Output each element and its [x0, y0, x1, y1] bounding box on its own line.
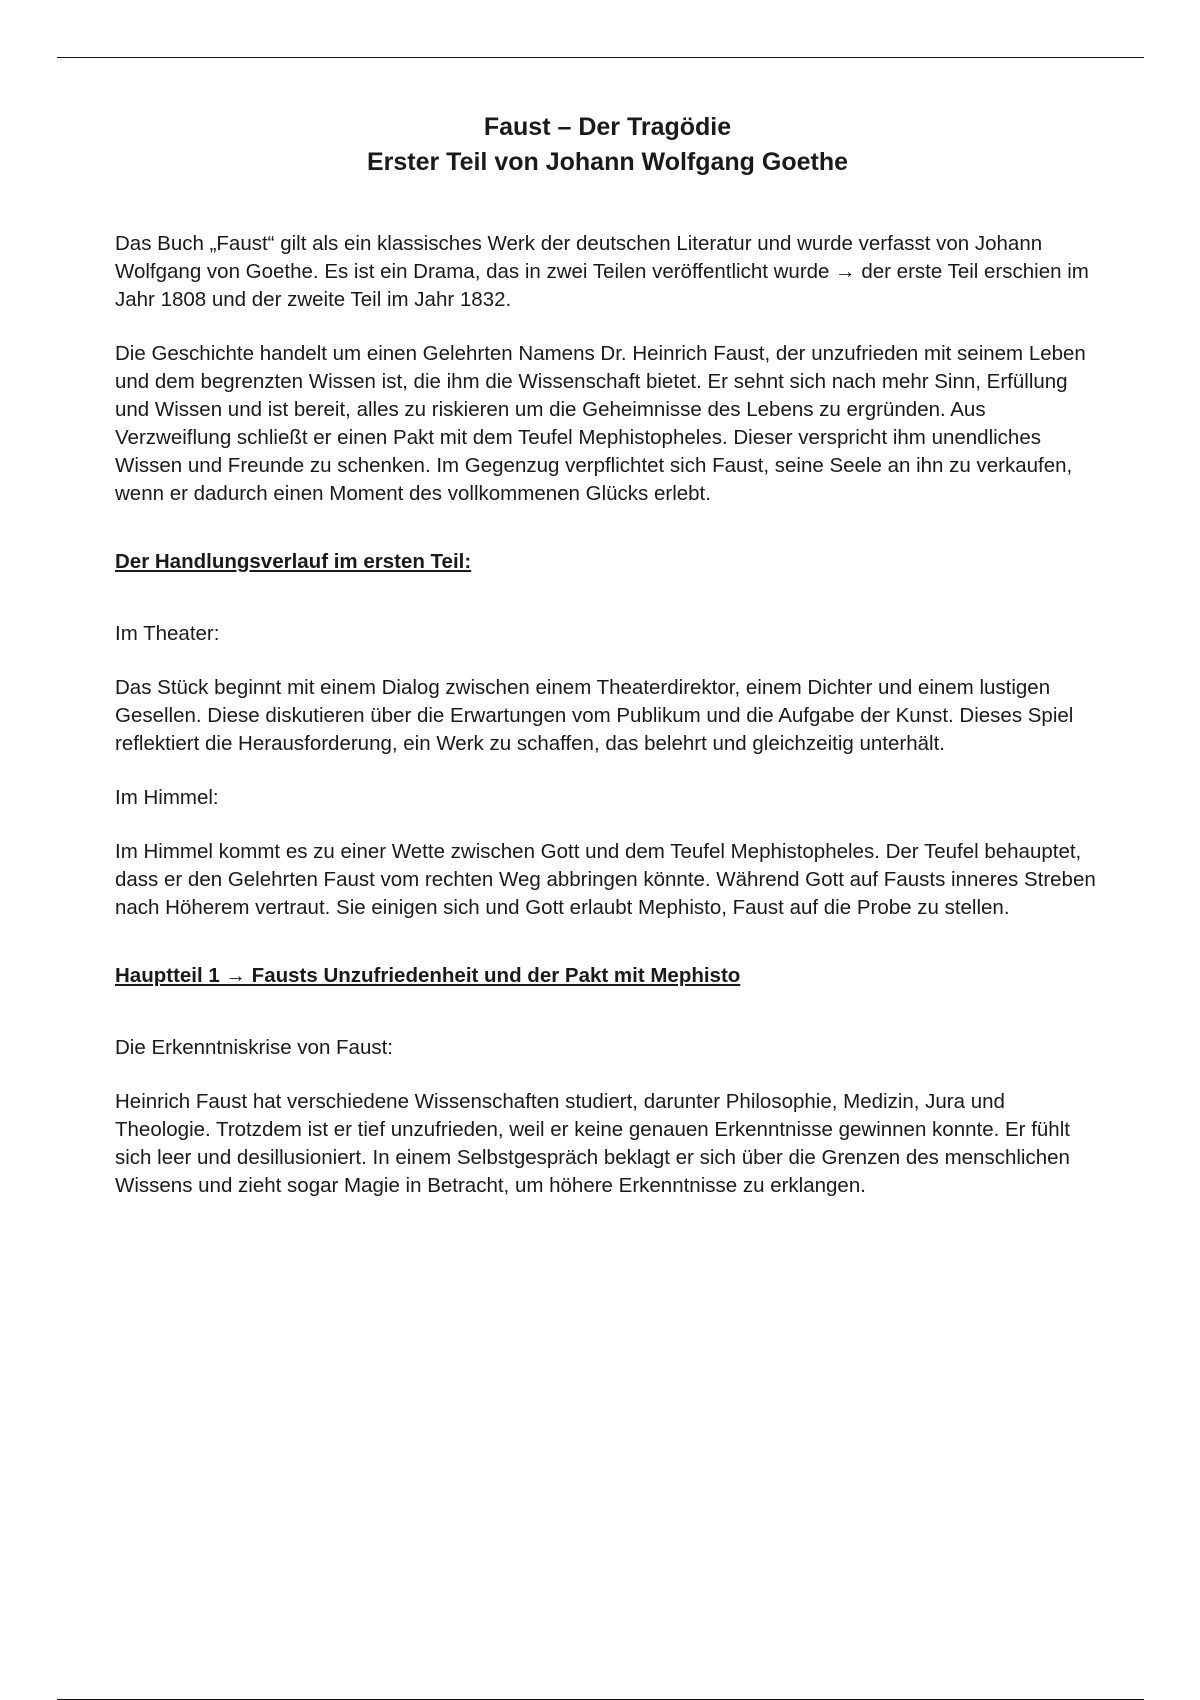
theater-paragraph: Das Stück beginnt mit einem Dialog zwischen einem Theaterdirektor, einem Dichter und einem lustigen Gesellen. Diese diskutieren über die Erwartungen vom Publikum und die Aufgabe der Kunst. Dieses Spiel reflektiert die Herausforderung, ein Werk zu schaffen, das belehrt und gleichzeitig unterhält.: [115, 676, 1074, 755]
section-heading-hauptteil-1: Hauptteil 1 → Fausts Unzufriedenheit und der Pakt mit Mephisto: [115, 964, 741, 987]
top-divider: [57, 57, 1144, 58]
title-line-1: Faust – Der Tragödie: [483, 113, 732, 141]
document-body: [115, 110, 1100, 1226]
erkenntniskrise-paragraph: Heinrich Faust hat verschiedene Wissenschaften studiert, darunter Philosophie, Medizin, Jura und Theologie. Trotzdem ist er tief unzufrieden, weil er keine genauen Erkenntnisse gewinnen konnte. Er fühlt sich leer und desillusioniert. In einem Selbstgespräch beklagt er sich über die Grenzen des menschlichen Wissens und zieht sogar Magie in Betracht, um höhere Erkenntnisse zu erklangen.: [115, 1090, 1070, 1197]
intro-paragraph-2: Die Geschichte handelt um einen Gelehrten Namens Dr. Heinrich Faust, der unzufrieden mit seinem Leben und dem begrenzten Wissen ist, die ihm die Wissenschaft bietet. Er sehnt sich nach mehr Sinn, Erfüllung und Wissen und ist bereit, alles zu riskieren um die Geheimnisse des Lebens zu ergründen. Aus Verzweiflung schließt er einen Pakt mit dem Teufel Mephistopheles. Dieser verspricht ihm unendliches Wissen und Freunde zu schenken. Im Gegenzug verpflichtet sich Faust, seine Seele an ihn zu verkaufen, wenn er dadurch einen Moment des vollkommenen Glücks erlebt.: [115, 342, 1086, 505]
subheading-erkenntniskrise: Die Erkenntniskrise von Faust:: [115, 1036, 394, 1059]
document-title: [115, 110, 1100, 180]
section-heading-handlungsverlauf: Der Handlungsverlauf im ersten Teil:: [115, 550, 472, 573]
subheading-theater: Im Theater:: [115, 622, 220, 645]
himmel-paragraph: Im Himmel kommt es zu einer Wette zwischen Gott und dem Teufel Mephistopheles. Der Teufel behauptet, dass er den Gelehrten Faust vom rechten Weg abbringen könnte. Während Gott auf Fausts inneres Streben nach Höherem vertraut. Sie einigen sich und Gott erlaubt Mephisto, Faust auf die Probe zu stellen.: [115, 840, 1096, 919]
intro-paragraph-1: Das Buch „Faust“ gilt als ein klassisches Werk der deutschen Literatur und wurde verfasst von Johann Wolfgang von Goethe. Es ist ein Drama, das in zwei Teilen veröffentlicht wurde → der erste Teil erschien im Jahr 1808 und der zweite Teil im Jahr 1832.: [115, 232, 1089, 311]
subheading-himmel: Im Himmel:: [115, 786, 219, 809]
title-line-2: Erster Teil von Johann Wolfgang Goethe: [366, 148, 849, 176]
